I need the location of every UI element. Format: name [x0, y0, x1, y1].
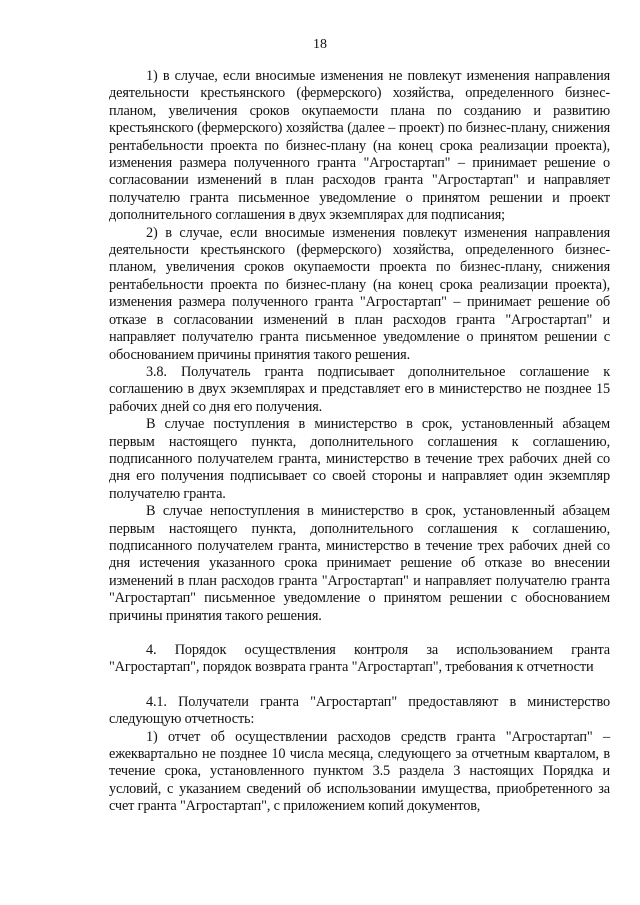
section-heading: 4. Порядок осуществления контроля за использованием гранта "Агростартап", порядок возврата гранта "Агростартап", требования к отчетности [109, 642, 610, 676]
document-body [109, 68, 610, 816]
paragraph-3-8: 3.8. Получатель гранта подписывает дополнительное соглашение к соглашению в двух экземплярах и представляет его в министерство не позднее 15 рабочих дней со дня его получения. [109, 363, 610, 415]
paragraph-item-1: 1) в случае, если вносимые изменения не повлекут изменения направления деятельности крестьянского (фермерского) хозяйства, определенного бизнес-планом, увеличения сроков окупаемости плана по созданию и развитию крестьянского (фермерского) хозяйства (далее – проект) по бизнес-плану, снижения рентабельности проекта по бизнес-плану (на конец срока реализации проекта), изменения размера полученного гранта "Агростартап" – принимает решение о согласовании изменений в план расходов гранта "Агростартап" и направляет получателю гранта письменное уведомление о принятом решении и проект дополнительного соглашения в двух экземплярах для подписания; [109, 68, 610, 224]
paragraph-receipt-case: В случае поступления в министерство в срок, установленный абзацем первым настоящего пункта, дополнительного соглашения к соглашению, подписанного получателем гранта, министерство в течение трех рабочих дней со дня его получения подписывает со своей стороны и направляет один экземпляр получателю гранта. [109, 416, 610, 502]
paragraph-item-2: 2) в случае, если вносимые изменения повлекут изменения направления деятельности крестьянского (фермерского) хозяйства, определенного бизнес-планом, увеличения сроков окупаемости проекта по бизнес-плану, снижения рентабельности проекта по бизнес-плану (на конец срока реализации проекта), изменения размера полученного гранта "Агростартап" – принимает решение об отказе в согласовании изменений в план расходов гранта "Агростартап" и направляет получателю гранта письменное уведомление о принятом решении с обоснованием причины принятия такого решения. [109, 224, 610, 363]
page-number: 18 [313, 37, 327, 52]
paragraph-report-1: 1) отчет об осуществлении расходов средств гранта "Агростартап" – ежеквартально не позднее 10 числа месяца, следующего за отчетным кварталом, в течение срока, установленного пунктом 3.5 раздела 3 настоящих Порядка и условий, с указанием сведений об использовании имущества, приобретенного за счет гранта "Агростартап", с приложением копий документов, [109, 728, 610, 815]
paragraph-4-1: 4.1. Получатели гранта "Агростартап" предоставляют в министерство следующую отчетность: [109, 693, 610, 728]
paragraph-non-receipt-case: В случае непоступления в министерство в срок, установленный абзацем первым настоящего пункта, дополнительного соглашения к соглашению, подписанного получателем гранта, министерство в течение трех рабочих дней со дня истечения указанного срока принимает решение об отказе во внесении изменений в план расходов гранта "Агростартап" и направляет получателю гранта "Агростартап" письменное уведомление о принятом решении с обоснованием причины принятия такого решения. [109, 503, 610, 624]
